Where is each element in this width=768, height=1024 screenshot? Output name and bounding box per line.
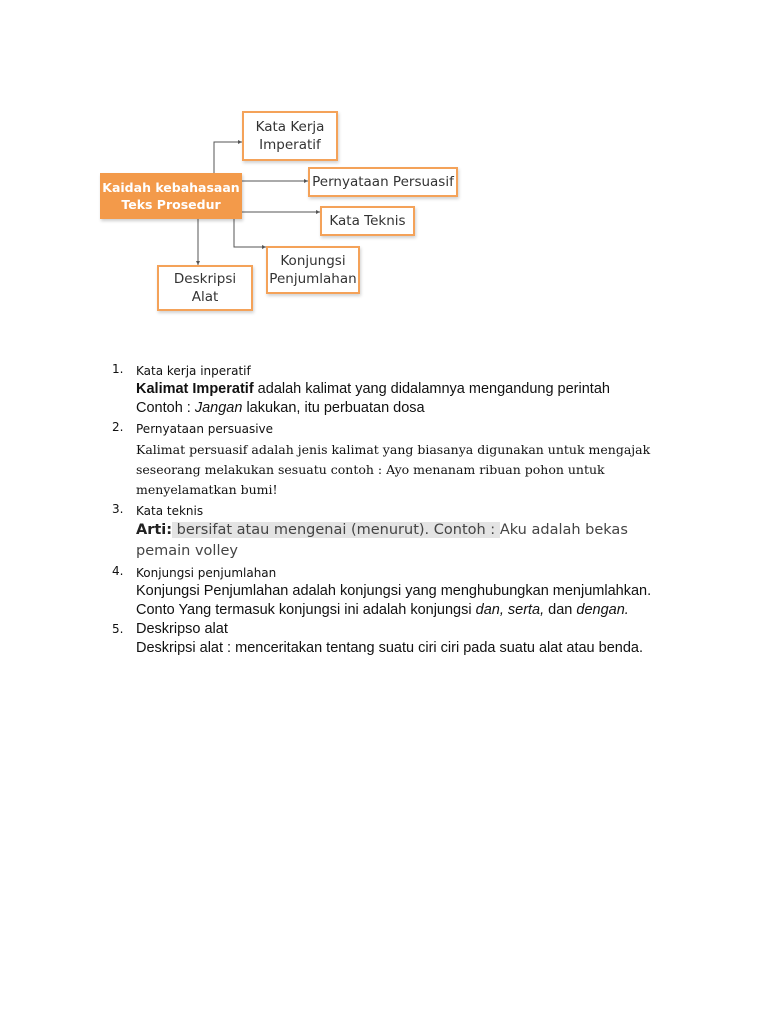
node-kata-teknis	[320, 206, 415, 236]
concept-diagram	[0, 0, 768, 330]
item-heading: Kata kerja inperatif	[136, 364, 251, 378]
item-number: 1.	[112, 362, 124, 376]
item-number: 4.	[112, 564, 124, 578]
root-line1: Kaidah kebahasaan	[102, 180, 240, 195]
explanation-list	[112, 362, 712, 658]
list-item	[112, 362, 712, 418]
italic-term: Jangan	[194, 400, 243, 416]
item-line: Konjungsi Penjumlahan adalah konjungsi yang menghubungkan menjumlahkan.	[136, 583, 652, 599]
connector-konjungsi	[234, 219, 266, 247]
node-pernyataan	[308, 167, 458, 197]
line-text: Conto Yang termasuk konjungsi ini adalah konjungsi	[136, 602, 476, 618]
italic-term: dengan.	[576, 602, 629, 618]
connector-kata-kerja	[214, 142, 242, 173]
item-heading: Deskripso alat	[136, 621, 228, 637]
node-kata-kerja-line2: Imperatif	[259, 137, 321, 153]
node-konjungsi	[266, 246, 360, 294]
node-deskripsi-line2: Alat	[191, 289, 219, 305]
arti-label: Arti:	[136, 522, 173, 538]
diagram-connectors	[0, 0, 768, 330]
bold-term: Kalimat Imperatif	[136, 381, 254, 397]
item-line	[136, 601, 712, 620]
node-pernyataan-line1: Pernyataan Persuasif	[312, 174, 454, 190]
italic-term: dan, serta,	[475, 602, 545, 618]
root-line2: Teks Prosedur	[121, 197, 221, 212]
item-number: 2.	[112, 420, 124, 434]
node-kata-kerja	[242, 111, 338, 161]
root-node	[100, 173, 242, 219]
node-deskripsi	[157, 265, 253, 311]
line-text: Aku adalah bekas pemain volley	[136, 522, 628, 559]
item-heading: Konjungsi penjumlahan	[136, 566, 277, 580]
item-line: Deskripsi alat : menceritakan tentang suatu ciri ciri pada suatu alat atau benda.	[136, 640, 643, 656]
item-heading: Kata teknis	[136, 504, 204, 518]
line-text: lakukan, itu perbuatan dosa	[242, 400, 425, 416]
node-konjungsi-line2: Penjumlahan	[269, 271, 357, 287]
node-konjungsi-line1: Konjungsi	[280, 253, 346, 269]
line-text: dan	[544, 602, 577, 618]
node-kata-teknis-line1: Kata Teknis	[329, 213, 406, 229]
item-heading: Pernyataan persuasive	[136, 422, 274, 436]
list-item	[112, 620, 712, 658]
item-paragraph	[136, 520, 666, 562]
item-paragraph: Kalimat persuasif adalah jenis kalimat yang biasanya digunakan untuk mengajak seseorang melakukan sesuatu contoh : Ayo menanam ribuan pohon untuk menyelamatkan bumi!	[136, 442, 651, 497]
item-number: 5.	[112, 622, 124, 636]
list-item	[112, 420, 712, 500]
item-line	[136, 380, 712, 399]
item-line	[136, 399, 712, 418]
line-text: Contoh :	[136, 400, 195, 416]
node-deskripsi-line1: Deskripsi	[173, 271, 237, 287]
list-item	[112, 502, 712, 562]
list-item	[112, 564, 712, 620]
line-text: adalah kalimat yang didalamnya mengandung perintah	[253, 381, 610, 397]
item-number: 3.	[112, 502, 124, 516]
highlighted-text: bersifat atau mengenai (menurut). Contoh :	[172, 522, 500, 538]
node-kata-kerja-line1: Kata Kerja	[255, 119, 325, 135]
